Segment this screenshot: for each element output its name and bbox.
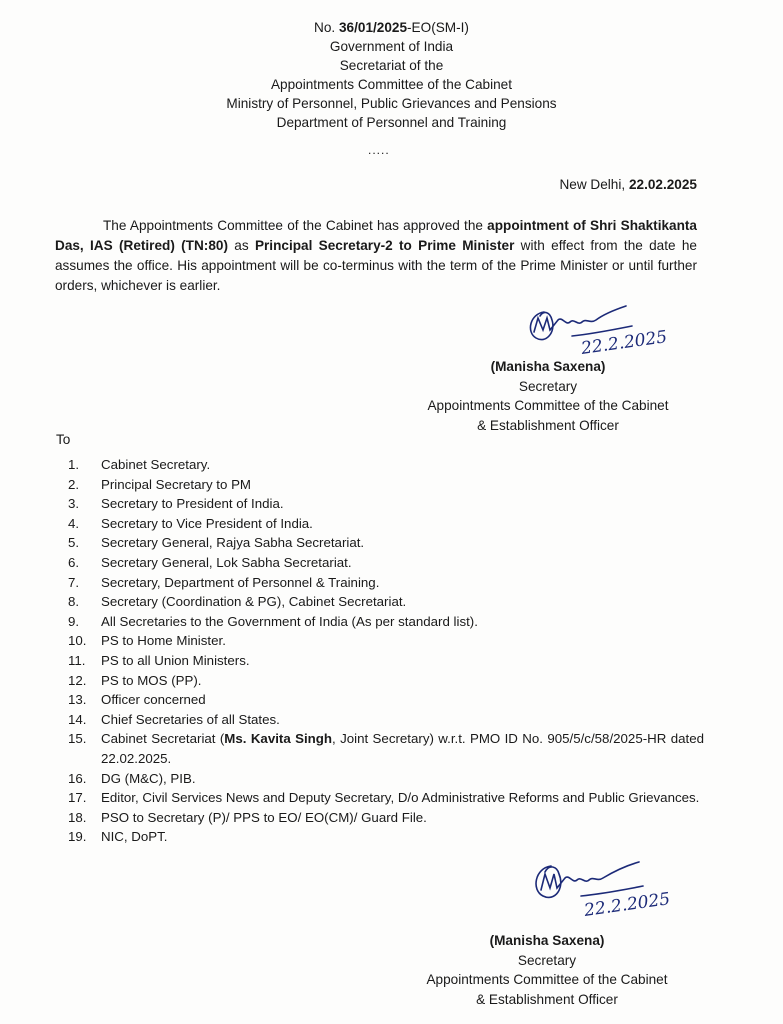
list-item: 9. All Secretaries to the Government of India (As per standard list). [68,613,478,629]
signatory-block [398,357,698,435]
header-secretariat: Secretariat of the [339,58,444,73]
recipient-list [68,455,704,847]
list-item: 6. Secretary General, Lok Sabha Secretariat. [68,554,352,570]
signatory-role: & Establishment Officer [477,417,619,433]
signatory-name: (Manisha Saxena) [489,933,605,948]
list-item: 10. PS to Home Minister. [68,633,226,649]
letterhead [0,18,783,132]
to-label: To [56,432,71,447]
handwritten-signature [522,296,702,360]
list-item: 17. Editor, Civil Services News and Deputy Secretary, D/o Administrative Reforms and Public Grievances. [68,790,700,806]
list-item: 12. PS to MOS (PP). [68,672,202,688]
issue-date: New Delhi, 22.02.2025 [559,177,697,192]
list-item: 16. DG (M&C), PIB. [68,770,196,786]
list-item: 11. PS to all Union Ministers. [68,652,250,668]
signatory-org: Appointments Committee of the Cabinet [426,972,668,987]
handwritten-signature [527,852,717,924]
list-item: 14. Chief Secretaries of all States. [68,711,280,727]
list-item: 4. Secretary to Vice President of India. [68,515,313,531]
signature-scribble [527,852,717,924]
list-item: 2. Principal Secretary to PM [68,476,252,492]
list-item: 18. PSO to Secretary (P)/ PPS to EO/ EO(CM)/ Guard File. [68,809,427,825]
signatory-org: Appointments Committee of the Cabinet [427,398,669,413]
header-acc: Appointments Committee of the Cabinet [270,77,513,92]
list-item: 3. Secretary to President of India. [68,496,284,512]
header-ministry: Ministry of Personnel, Public Grievances and Pensions [226,96,557,111]
list-item: 7. Secretary, Department of Personnel & Training. [68,574,380,590]
signatory-name: (Manisha Saxena) [490,359,606,374]
signatory-role: & Establishment Officer [476,991,618,1007]
order-body: The Appointments Committee of the Cabinet has approved the appointment of Shri Shaktikanta Das, IAS (Retired) (TN:80) as Principal Secretary-2 to Prime Minister with effect from the date he assumes the office. His appointment will be co-terminus with the term of the Prime Minister or until further orders, whichever is earlier. [55,218,697,293]
list-item: 13. Officer concerned [68,692,206,708]
header-govt: Government of India [329,39,454,54]
list-item: 1. Cabinet Secretary. [68,457,211,472]
header-separator: ..... [368,143,390,157]
list-item: 5. Secretary General, Rajya Sabha Secretariat. [68,535,365,551]
signatory-title: Secretary [517,952,577,968]
svg-text:22.2.2025: 22.2.2025 [582,889,672,921]
svg-text:22.2.2025: 22.2.2025 [579,327,669,359]
signatory-title: Secretary [518,378,578,394]
signatory-block [397,931,697,1009]
order-number: No. 36/01/2025-EO(SM-I) [314,20,469,35]
list-item: 15. Cabinet Secretariat (Ms. Kavita Singh, Joint Secretary) w.r.t. PMO ID No. 905/5/c/58/2025-HR dated 22.02.2025. [68,731,704,766]
header-department: Department of Personnel and Training [276,115,507,130]
list-item: 8. Secretary (Coordination & PG), Cabinet Secretariat. [68,594,407,610]
signature-scribble [522,296,702,360]
list-item: 19. NIC, DoPT. [68,829,168,845]
